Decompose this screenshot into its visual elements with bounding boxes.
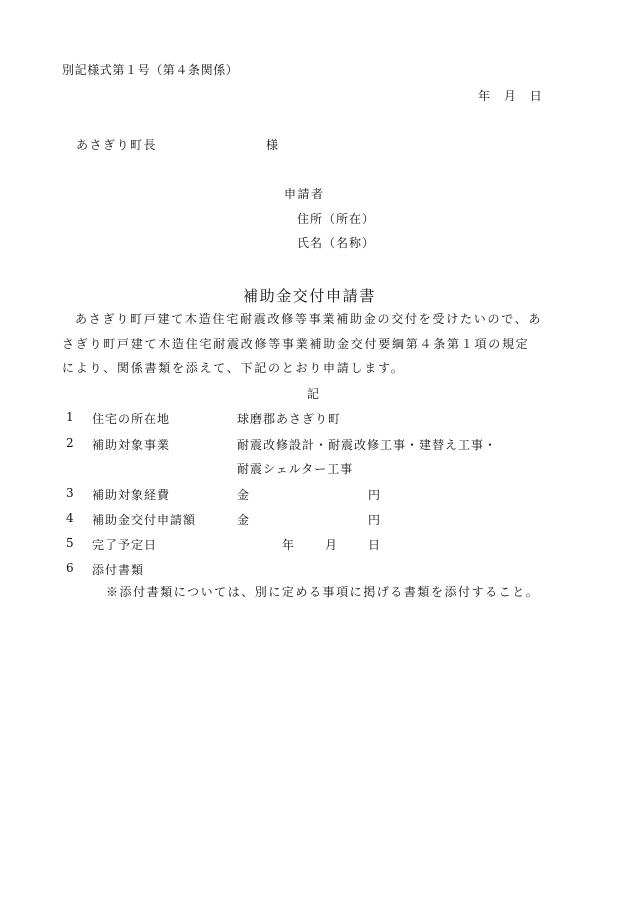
item-value-project-line-1: 耐震改修設計・耐震改修工事・建替え工事・ (237, 438, 498, 452)
item-number: 2 (66, 436, 74, 450)
item-value-project-line-2: 耐震シェルター工事 (237, 462, 354, 476)
date-month-label: 月 (503, 89, 516, 103)
attachment-note: ※添付書類については、別に定める事項に掲げる書類を添付すること。 (106, 585, 540, 599)
item-label-grant-amount: 補助金交付申請額 (92, 513, 197, 527)
applicant-label: 申請者 (284, 187, 325, 201)
item-number: 5 (66, 536, 74, 550)
body-text-line-3: により、関係書類を添えて、下記のとおり申請します。 (62, 361, 405, 375)
item-value-kin: 金 (237, 488, 251, 502)
item-number: 3 (66, 486, 74, 500)
item-label-project: 補助対象事業 (92, 438, 171, 452)
addressee-honorific: 様 (266, 138, 279, 152)
ki-heading: 記 (307, 387, 320, 401)
completion-year-label: 年 (282, 538, 295, 552)
document-title: 補助金交付申請書 (243, 287, 376, 305)
item-label-location: 住宅の所在地 (92, 412, 171, 426)
completion-day-label: 日 (368, 538, 381, 552)
item-label-completion-date: 完了予定日 (92, 538, 158, 552)
item-unit-yen: 円 (368, 513, 381, 527)
date-day-label: 日 (529, 89, 542, 103)
item-number: 4 (66, 511, 74, 525)
item-unit-yen: 円 (368, 488, 381, 502)
date-header (478, 87, 552, 104)
item-number: 1 (66, 410, 74, 424)
addressee-name: あさぎり町長 (76, 138, 158, 152)
body-text-line-1: あさぎり町戸建て木造住宅耐震改修等事業補助金の交付を受けたいので、あ (75, 312, 543, 326)
body-text-line-2: さぎり町戸建て木造住宅耐震改修等事業補助金交付要綱第４条第１項の規定 (62, 337, 530, 351)
item-value-location: 球磨郡あさぎり町 (237, 412, 342, 426)
date-year-label: 年 (478, 89, 491, 103)
item-number: 6 (66, 561, 74, 575)
item-value-kin: 金 (237, 513, 251, 527)
item-label-attachments: 添付書類 (92, 563, 145, 577)
applicant-name-label: 氏名（名称） (297, 236, 376, 250)
applicant-address-label: 住所（所在） (297, 212, 376, 226)
completion-month-label: 月 (325, 538, 338, 552)
form-number-label: 別記様式第１号（第４条関係） (62, 63, 239, 77)
item-label-eligible-cost: 補助対象経費 (92, 488, 171, 502)
